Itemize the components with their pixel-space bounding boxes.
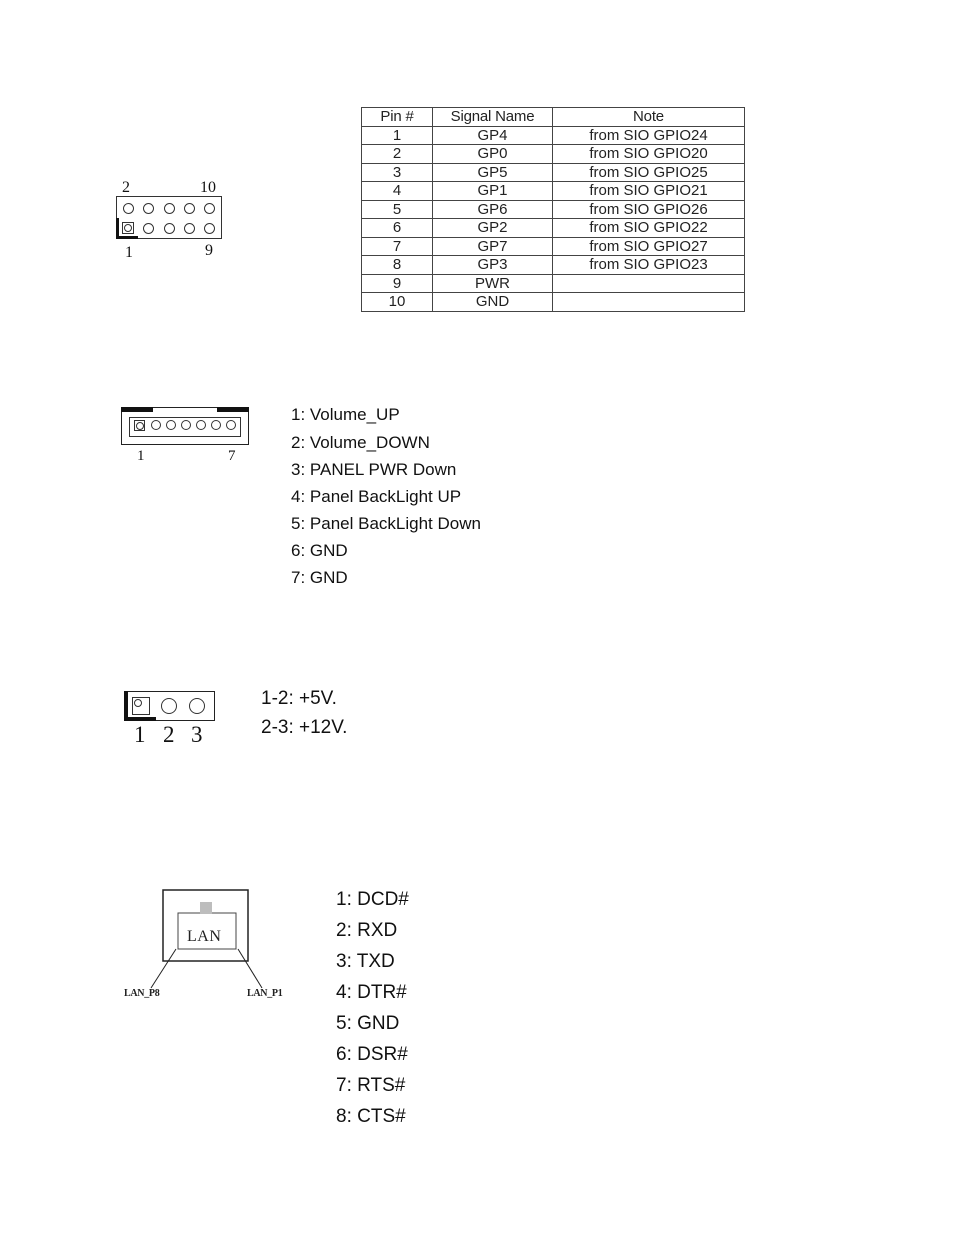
pin-label-7: 7 [228,448,236,464]
table-cell: from SIO GPIO25 [553,163,745,182]
table-row [362,126,745,145]
header-pin [143,203,154,214]
connector-pin-1 [134,420,145,431]
list-item: 2-3: +12V. [261,717,348,738]
jumper-pin-3 [189,698,205,714]
table-cell: 8 [362,256,433,275]
table-cell: GP1 [433,182,553,201]
connector-latch-left [121,407,153,412]
pin-label-2: 2 [122,179,130,196]
connector-pin [211,420,221,430]
table-cell: from SIO GPIO26 [553,200,745,219]
table-row [362,145,745,164]
connector-latch-right [217,407,249,412]
pin-label-2: 2 [163,722,175,747]
connector-pin [196,420,206,430]
header-pin [204,203,215,214]
column-header: Pin # [362,108,433,127]
table-cell: GP4 [433,126,553,145]
table-cell: 3 [362,163,433,182]
pin-label-1: 1 [137,448,145,464]
table-cell: 6 [362,219,433,238]
list-item: 2: Volume_DOWN [291,433,430,452]
list-item: 6: GND [291,541,348,560]
connector-pin [226,420,236,430]
jumper-pin-1 [132,697,150,715]
pin-label-1: 1 [125,244,133,261]
pin-label-1: 1 [134,722,146,747]
header-pin [164,223,175,234]
connector-pin [181,420,191,430]
header-pin [143,223,154,234]
list-item: 1-2: +5V. [261,688,337,709]
table-cell: 7 [362,237,433,256]
table-row [362,163,745,182]
column-header: Note [553,108,745,127]
table-cell: from SIO GPIO24 [553,126,745,145]
table-row [362,256,745,275]
connector-pin [151,420,161,430]
header-pin [184,223,195,234]
column-header: Signal Name [433,108,553,127]
table-cell: GP2 [433,219,553,238]
table-cell: GND [433,293,553,312]
table-cell: GP3 [433,256,553,275]
pin1-marker-bottom [116,236,138,239]
gpio-pin-table [361,107,745,312]
header-pin [123,203,134,214]
table-cell: 10 [362,293,433,312]
list-item: 3: TXD [336,951,395,972]
table-cell: from SIO GPIO22 [553,219,745,238]
pin-label-3: 3 [191,722,203,747]
table-cell: 1 [362,126,433,145]
table-cell [553,293,745,312]
list-item: 7: GND [291,568,348,587]
table-row [362,200,745,219]
table-cell: GP5 [433,163,553,182]
table-cell: from SIO GPIO23 [553,256,745,275]
table-cell: GP0 [433,145,553,164]
list-item: 1: DCD# [336,889,409,910]
pin-label-9: 9 [205,242,213,259]
list-item: 2: RXD [336,920,398,941]
header-pin [184,203,195,214]
table-cell: 4 [362,182,433,201]
list-item: 3: PANEL PWR Down [291,460,457,479]
header-pin-1 [122,222,134,234]
lan-pin8-tag: LAN_P8 [124,988,160,999]
table-header-row [362,108,745,127]
jumper-pin-2 [161,698,177,714]
table-row [362,293,745,312]
table-row [362,219,745,238]
table-cell: GP6 [433,200,553,219]
header-pin [164,203,175,214]
list-item: 4: Panel BackLight UP [291,487,462,506]
table-cell: 9 [362,274,433,293]
lan-pin1-tag: LAN_P1 [247,988,283,999]
table-row [362,274,745,293]
table-row [362,182,745,201]
table-cell: from SIO GPIO20 [553,145,745,164]
table-cell: from SIO GPIO21 [553,182,745,201]
list-item: 1: Volume_UP [291,405,400,424]
table-cell [553,274,745,293]
table-cell: 5 [362,200,433,219]
connector-pin [166,420,176,430]
list-item: 4: DTR# [336,982,407,1003]
list-item: 5: Panel BackLight Down [291,514,481,533]
pin-label-10: 10 [200,179,216,196]
jumper-pin1-marker-bottom [124,717,156,721]
table-cell: PWR [433,274,553,293]
table-row [362,237,745,256]
table-cell: from SIO GPIO27 [553,237,745,256]
list-item: 5: GND [336,1013,400,1034]
list-item: 8: CTS# [336,1106,406,1127]
list-item: 7: RTS# [336,1075,406,1096]
list-item: 6: DSR# [336,1044,408,1065]
table-cell: 2 [362,145,433,164]
table-cell: GP7 [433,237,553,256]
header-pin [204,223,215,234]
lan-box-label: LAN [187,928,222,945]
